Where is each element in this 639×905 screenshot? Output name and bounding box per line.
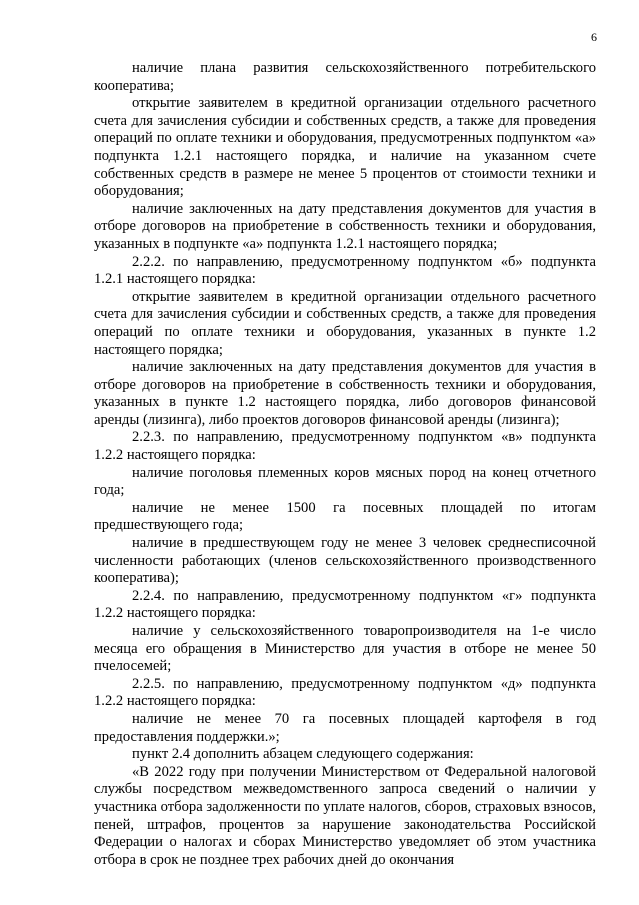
page-number: 6 bbox=[591, 30, 597, 44]
clause-2-2-5: 2.2.5. по направлению, предусмотренному подпунктом «д» подпункта 1.2.2 настоящего порядка: bbox=[94, 675, 596, 710]
clause-2-2-4: 2.2.4. по направлению, предусмотренному подпунктом «г» подпункта 1.2.2 настоящего порядка: bbox=[94, 587, 596, 622]
paragraph-contracts-b: наличие заключенных на дату представления документов для участия в отборе договоров на приобретение в собственность техники и оборудования, указанных в пункте 1.2 настоящего порядка, либо договоров финансовой аренды (лизинга), либо проектов договоров финансовой аренды (лизинга); bbox=[94, 359, 596, 428]
paragraph-account-opening-b: открытие заявителем в кредитной организации отдельного расчетного счета для зачисления субсидии и собственных средств, а также для проведения операций по оплате техники и оборудования, указанных в пункте 1.2 настоящего порядка; bbox=[94, 288, 596, 358]
paragraph-potato-area: наличие не менее 70 га посевных площадей картофеля в год предоставления поддержки.»; bbox=[94, 710, 596, 745]
paragraph-sown-area-1500: наличие не менее 1500 га посевных площадей по итогам предшествующего года; bbox=[94, 499, 596, 534]
paragraph-tax-service-2022: «В 2022 году при получении Министерством от Федеральной налоговой службы посредством межведомственного запроса сведений о наличии у участника отбора задолженности по уплате налогов, сборов, страховых взносов, пеней, штрафов, процентов за нарушение законодательства Российской Федерации о налогах и сборах Министерство уведомляет об этом участника отбора в срок не позднее трех рабочих дней до окончания bbox=[94, 763, 596, 868]
clause-2-2-2: 2.2.2. по направлению, предусмотренному подпунктом «б» подпункта 1.2.1 настоящего порядка: bbox=[94, 253, 596, 288]
paragraph-cow-livestock: наличие поголовья племенных коров мясных пород на конец отчетного года; bbox=[94, 464, 596, 499]
clause-2-2-3: 2.2.3. по направлению, предусмотренному подпунктом «в» подпункта 1.2.2 настоящего порядка: bbox=[94, 429, 596, 464]
paragraph-cooperative-plan: наличие плана развития сельскохозяйственного потребительского кооператива; bbox=[94, 60, 596, 94]
document-body bbox=[94, 60, 596, 869]
paragraph-amend-2-4: пункт 2.4 дополнить абзацем следующего содержания: bbox=[132, 746, 474, 763]
paragraph-staff-count: наличие в предшествующем году не менее 3 человек среднесписочной численности работающих (членов сельскохозяйственного производственного кооператива); bbox=[94, 535, 596, 587]
paragraph-bee-colonies: наличие у сельскохозяйственного товаропроизводителя на 1-е число месяца его обращения в Министерство для участия в отборе не менее 50 пчелосемей; bbox=[94, 623, 596, 675]
paragraph-contracts-a: наличие заключенных на дату представления документов для участия в отборе договоров на приобретение в собственность техники и оборудования, указанных в подпункте «а» подпункта 1.2.1 настоящего порядка; bbox=[94, 200, 596, 252]
paragraph-account-opening-a: открытие заявителем в кредитной организации отдельного расчетного счета для зачисления субсидии и собственных средств, а также для проведения операций по оплате техники и оборудования, предусмотренных подпунктом «а» подпункта 1.2.1 настоящего порядка, и наличие на указанном счете собственных средств в размере не менее 5 процентов от стоимости техники и оборудования; bbox=[94, 95, 596, 200]
